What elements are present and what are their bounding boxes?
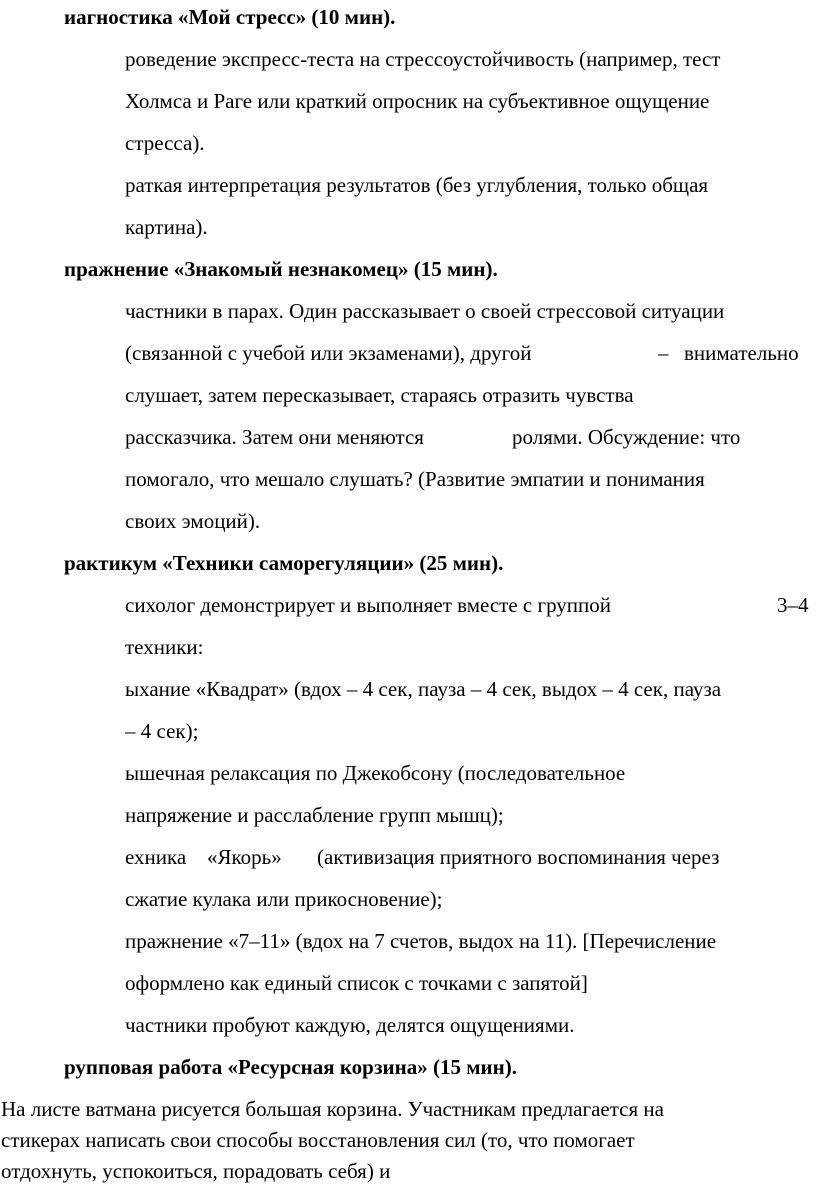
text-line: ышечная релаксация по Джекобсону (последовательное [125,761,626,785]
text-line: ролями. Обсуждение: что [512,425,741,449]
text-line: (связанной с учебой или экзаменами), другой [125,341,532,365]
text-line: сжатие кулака или прикосновение); [125,887,443,911]
text-line: слушает, затем пересказывает, стараясь отразить чувства [125,383,634,407]
text-line: ехника [125,845,187,869]
text-line: роведение экспресс-теста на стрессоустойчивость (например, тест [125,47,721,71]
section-heading-group-work: рупповая работа «Ресурсная корзина» (15 мин). [64,1055,517,1079]
text-dash: – [658,341,669,365]
text-line: 3–4 [777,593,809,617]
text-line: – 4 сек); [125,719,199,743]
section-heading-exercise: пражнение «Знакомый незнакомец» (15 мин). [64,257,498,281]
text-line: частники в парах. Один рассказывает о своей стрессовой ситуации [125,299,725,323]
text-line: внимательно [684,341,799,365]
section-heading-diagnostics: иагностика «Мой стресс» (10 мин). [64,5,396,29]
text-line: раткая интерпретация результатов (без углубления, только общая [125,173,709,197]
text-line: сихолог демонстрирует и выполняет вместе с группой [125,593,612,617]
text-line: «Якорь» [207,845,282,869]
text-line: оформлено как единый список с точками с запятой] [125,971,588,995]
text-line: (активизация приятного воспоминания через [317,845,720,869]
text-line: рассказчика. Затем они меняются [125,425,424,449]
section-heading-practicum: рактикум «Техники саморегуляции» (25 мин). [64,551,504,575]
text-line: помогало, что мешало слушать? (Развитие эмпатии и понимания [125,467,705,491]
text-line: ыхание «Квадрат» (вдох – 4 сек, пауза – 4 сек, выдох – 4 сек, пауза [125,677,722,701]
text-line: стресса). [125,131,205,155]
text-line: частники пробуют каждую, делятся ощущениями. [125,1013,575,1037]
text-line: отдохнуть, успокоиться, порадовать себя) и [1,1159,391,1183]
text-line: своих эмоций). [125,509,261,533]
text-line: пражнение «7–11» (вдох на 7 счетов, выдох на 11). [Перечисление [125,929,717,953]
text-line: На листе ватмана рисуется большая корзина. Участникам предлагается на [1,1097,664,1121]
text-line: напряжение и расслабление групп мышц); [125,803,504,827]
text-line: картина). [125,215,208,239]
text-line: техники: [125,635,204,659]
text-line: стикерах написать свои способы восстановления сил (то, что помогает [1,1128,635,1152]
text-line: Холмса и Раге или краткий опросник на субъективное ощущение [125,89,710,113]
